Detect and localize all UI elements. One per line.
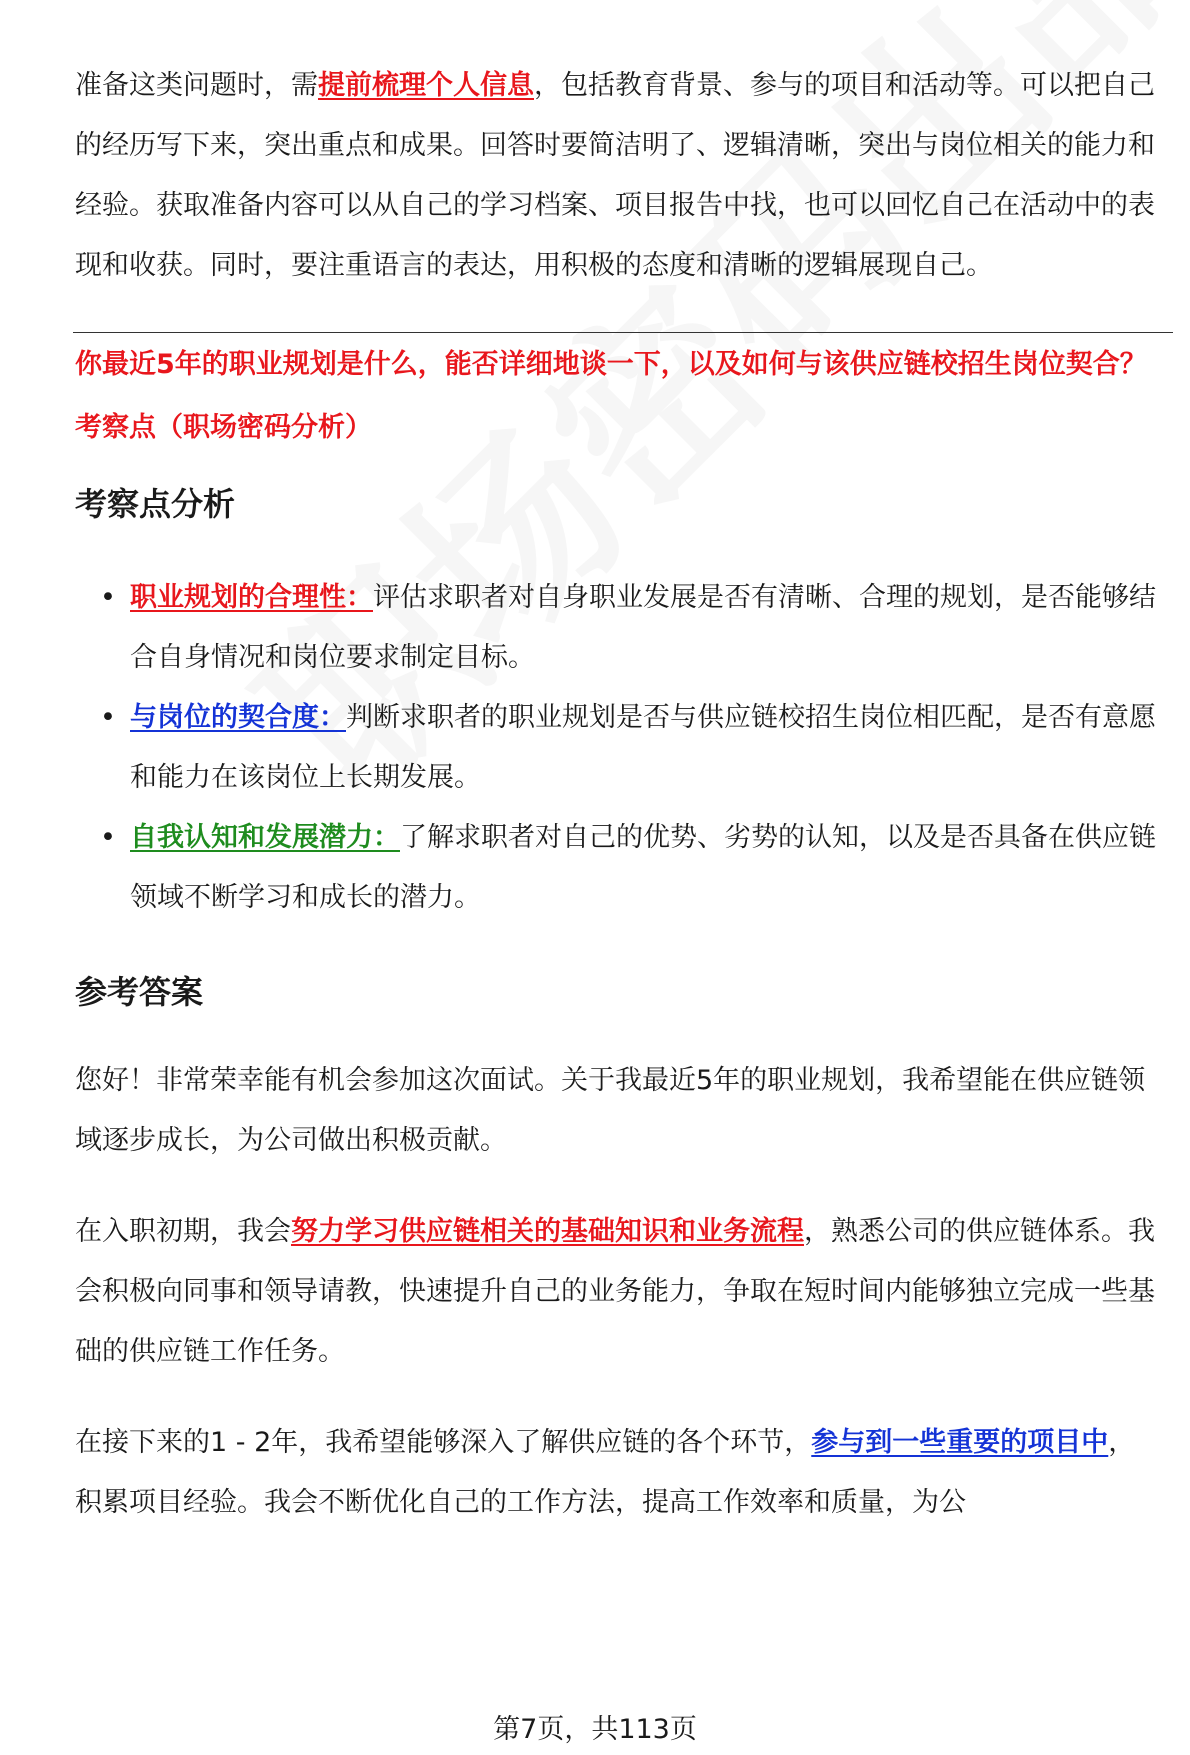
point-text: 评估求职者对自身职业发展是否有清晰、合理的规划，是否能够结合自身情况和岗位要求制定目标。 xyxy=(130,582,1156,673)
intro-highlight: 提前梳理个人信息 xyxy=(318,70,534,101)
analysis-point xyxy=(75,688,1160,808)
intro-paragraph xyxy=(75,56,1160,296)
answer-highlight: 努力学习供应链相关的基础知识和业务流程 xyxy=(291,1216,804,1247)
analysis-point xyxy=(75,568,1160,688)
content xyxy=(75,56,1160,1533)
analysis-list xyxy=(75,568,1160,928)
point-label: 自我认知和发展潜力： xyxy=(130,822,400,853)
examine-label: 考察点（职场密码分析） xyxy=(75,412,372,443)
answer-body xyxy=(75,1051,1160,1533)
bullet-icon: • xyxy=(100,822,116,853)
bullet-icon: • xyxy=(100,582,116,613)
answer-paragraph-1: 您好！非常荣幸能有机会参加这次面试。关于我最近5年的职业规划，我希望能在供应链领域逐步成长，为公司做出积极贡献。 xyxy=(75,1065,1146,1156)
analysis-point xyxy=(75,808,1160,928)
answer-text: 在入职初期，我会 xyxy=(75,1216,291,1247)
section-divider xyxy=(73,332,1173,333)
answer-text: 在接下来的1 - 2年，我希望能够深入了解供应链的各个环节， xyxy=(75,1427,812,1458)
answer-heading: 参考答案 xyxy=(75,973,204,1011)
answer-paragraph-3 xyxy=(75,1413,1160,1533)
question-title: 你最近5年的职业规划是什么，能否详细地谈一下，以及如何与该供应链校招生岗位契合？ xyxy=(75,349,1147,380)
analysis-heading: 考察点分析 xyxy=(75,485,236,523)
answer-highlight: 参与到一些重要的项目中 xyxy=(811,1427,1109,1458)
point-text: 判断求职者的职业规划是否与供应链校招生岗位相匹配，是否有意愿和能力在该岗位上长期发展。 xyxy=(130,702,1156,793)
intro-text-end: ，包括教育背景、参与的项目和活动等。可以把自己的经历写下来，突出重点和成果。回答时要简洁明了、逻辑清晰，突出与岗位相关的能力和经验。获取准备内容可以从自己的学习档案、项目报告中找，也可以回忆自己在活动中的表现和收获。同时，要注重语言的表达，用积极的态度和清晰的逻辑展现自己。 xyxy=(75,70,1155,281)
intro-text-start: 准备这类问题时，需 xyxy=(75,70,318,101)
point-text: 了解求职者对自己的优势、劣势的认知，以及是否具备在供应链领域不断学习和成长的潜力。 xyxy=(130,822,1156,913)
bullet-icon: • xyxy=(100,702,116,733)
point-label: 与岗位的契合度： xyxy=(130,702,346,733)
answer-text: ，积累项目经验。我会不断优化自己的工作方法，提高工作效率和质量，为公 xyxy=(75,1427,1136,1518)
answer-paragraph-2 xyxy=(75,1202,1160,1382)
point-label: 职业规划的合理性： xyxy=(130,582,373,613)
page-number: 第7页，共113页 xyxy=(493,1714,697,1745)
answer-text: ，熟悉公司的供应链体系。我会积极向同事和领导请教，快速提升自己的业务能力，争取在短时间内能够独立完成一些基础的供应链工作任务。 xyxy=(75,1216,1155,1367)
